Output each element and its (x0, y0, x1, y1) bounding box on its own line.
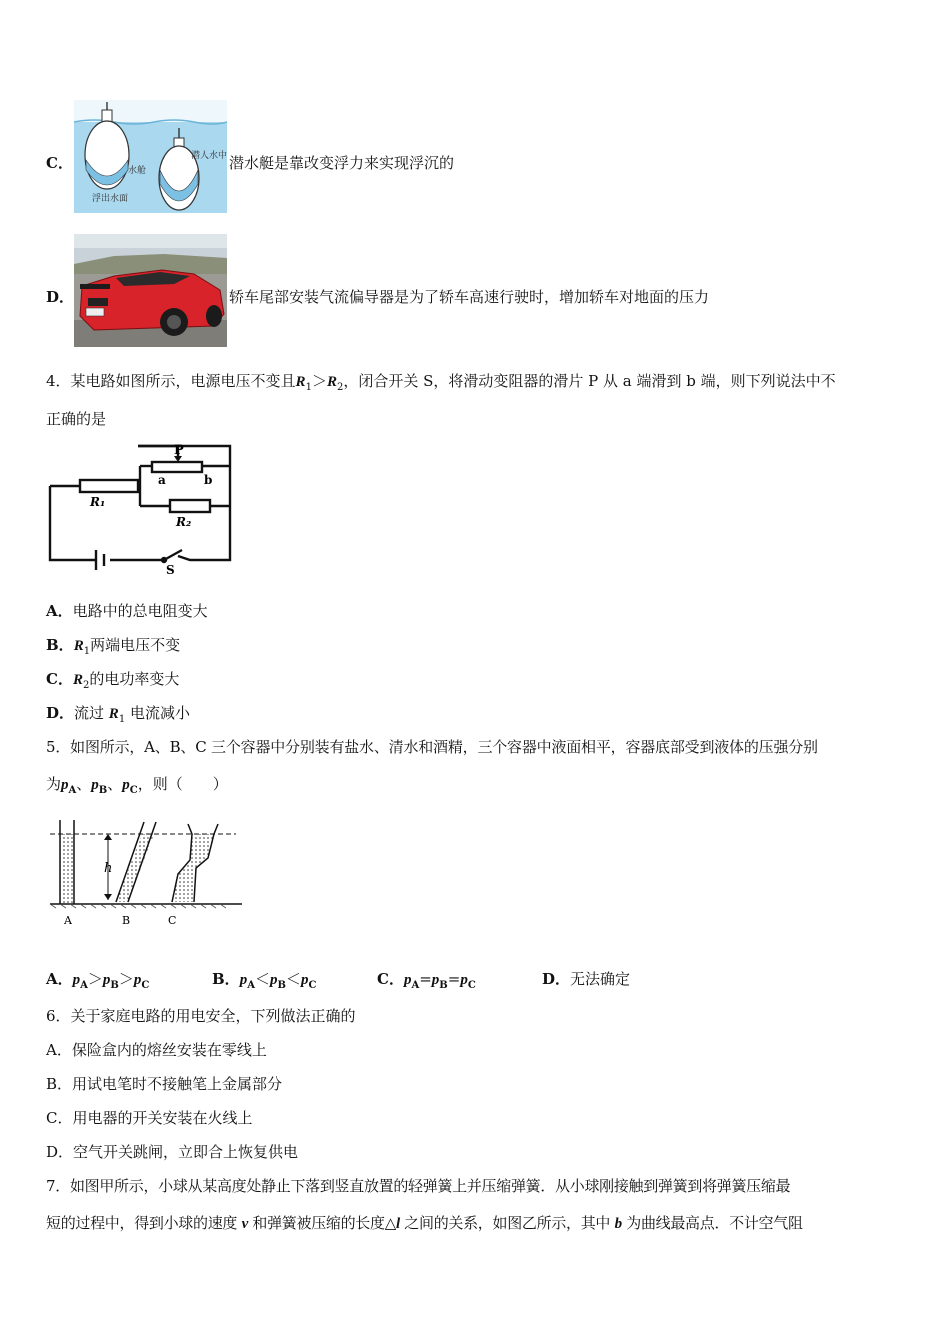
circuit-label-r1: R₁ (90, 495, 106, 509)
q4-stem (46, 370, 836, 393)
submarine-label-tank: 水舱 (128, 166, 147, 176)
q5-option-c: C．$p_A=p_B=p_C$ (377, 970, 476, 991)
q3-option-c-text: 潜水艇是靠改变浮力来实现浮沉的 (229, 154, 455, 172)
figure-label-h: h (104, 861, 113, 876)
q4-gt: ＞ (311, 372, 327, 390)
q4-option-a: A．电路中的总电阻变大 (46, 602, 208, 620)
containers-figure (46, 816, 242, 928)
q6-option-a: A．保险盒内的熔丝安装在零线上 (46, 1041, 267, 1059)
q4-r2-sub: 2 (336, 382, 344, 393)
figure-label-c: C (168, 914, 177, 927)
q7-line1: 7．如图甲所示，小球从某高度处静止下落到竖直放置的轻弹簧上并压缩弹簧．从小球刚接触到弹簧到将弹簧压缩最 (46, 1177, 791, 1195)
q6-stem: 6．关于家庭电路的用电安全，下列做法正确的 (46, 1007, 356, 1025)
circuit-label-r2: R₂ (176, 515, 192, 529)
q5-option-a: A．$p_A>p_B>p_C$ (46, 970, 150, 991)
q5-stem-line2: 为$p_A$、$p_B$、$p_C$，则（ ） (46, 775, 228, 796)
q4-r1-sub: 1 (305, 382, 312, 393)
figure-label-a: A (64, 914, 72, 927)
q4-stem-part-b: ，闭合开关 S，将滑动变阻器的滑片 P 从 a 端滑到 b 端，则下列说法中不 (343, 372, 836, 390)
q6-option-c: C．用电器的开关安装在火线上 (46, 1109, 253, 1127)
q3-option-c-label: C． (46, 154, 73, 172)
q3-option-d-text: 轿车尾部安装气流偏导器是为了轿车高速行驶时，增加轿车对地面的压力 (229, 288, 710, 306)
q5-option-b: B．$p_A<p_B<p_C$ (212, 970, 317, 991)
q3-option-d-label: D． (46, 288, 75, 306)
q4-r1: R (295, 374, 306, 390)
q6-option-b: B．用试电笔时不接触笔上金属部分 (46, 1075, 283, 1093)
circuit-label-a: a (158, 473, 166, 487)
q4-r2: R (326, 374, 337, 390)
circuit-label-b: b (204, 473, 213, 487)
q7-line2: 短的过程中，得到小球的速度 v 和弹簧被压缩的长度△l 之间的关系，如图乙所示，其中 b 为曲线最高点．不计空气阻 (46, 1214, 803, 1232)
q4-option-d: D．流过 $R_1$ 电流减小 (46, 704, 190, 725)
q4-stem-part-a: 4．某电路如图所示，电源电压不变且 (46, 372, 296, 390)
submarine-label-sink: 潜人水中 (191, 151, 227, 161)
figure-label-b: B (122, 914, 131, 927)
circuit-diagram (44, 440, 238, 578)
circuit-label-s: S (166, 563, 175, 577)
q6-option-d: D．空气开关跳闸，立即合上恢复供电 (46, 1143, 299, 1161)
q5-option-d: D．无法确定 (542, 970, 631, 988)
submarine-label-float: 浮出水面 (92, 194, 129, 204)
submarine-image (74, 100, 227, 213)
q4-option-c: C．$R_2$的电功率变大 (46, 670, 180, 691)
q4-stem-line2: 正确的是 (46, 410, 107, 428)
q4-option-b: B．$R_1$两端电压不变 (46, 636, 181, 657)
car-photo (74, 234, 227, 347)
circuit-label-p: P (174, 443, 184, 458)
q5-stem-line1: 5．如图所示，A、B、C 三个容器中分别装有盐水、清水和酒精，三个容器中液面相平，容器底部受到液体的压强分别 (46, 738, 818, 756)
